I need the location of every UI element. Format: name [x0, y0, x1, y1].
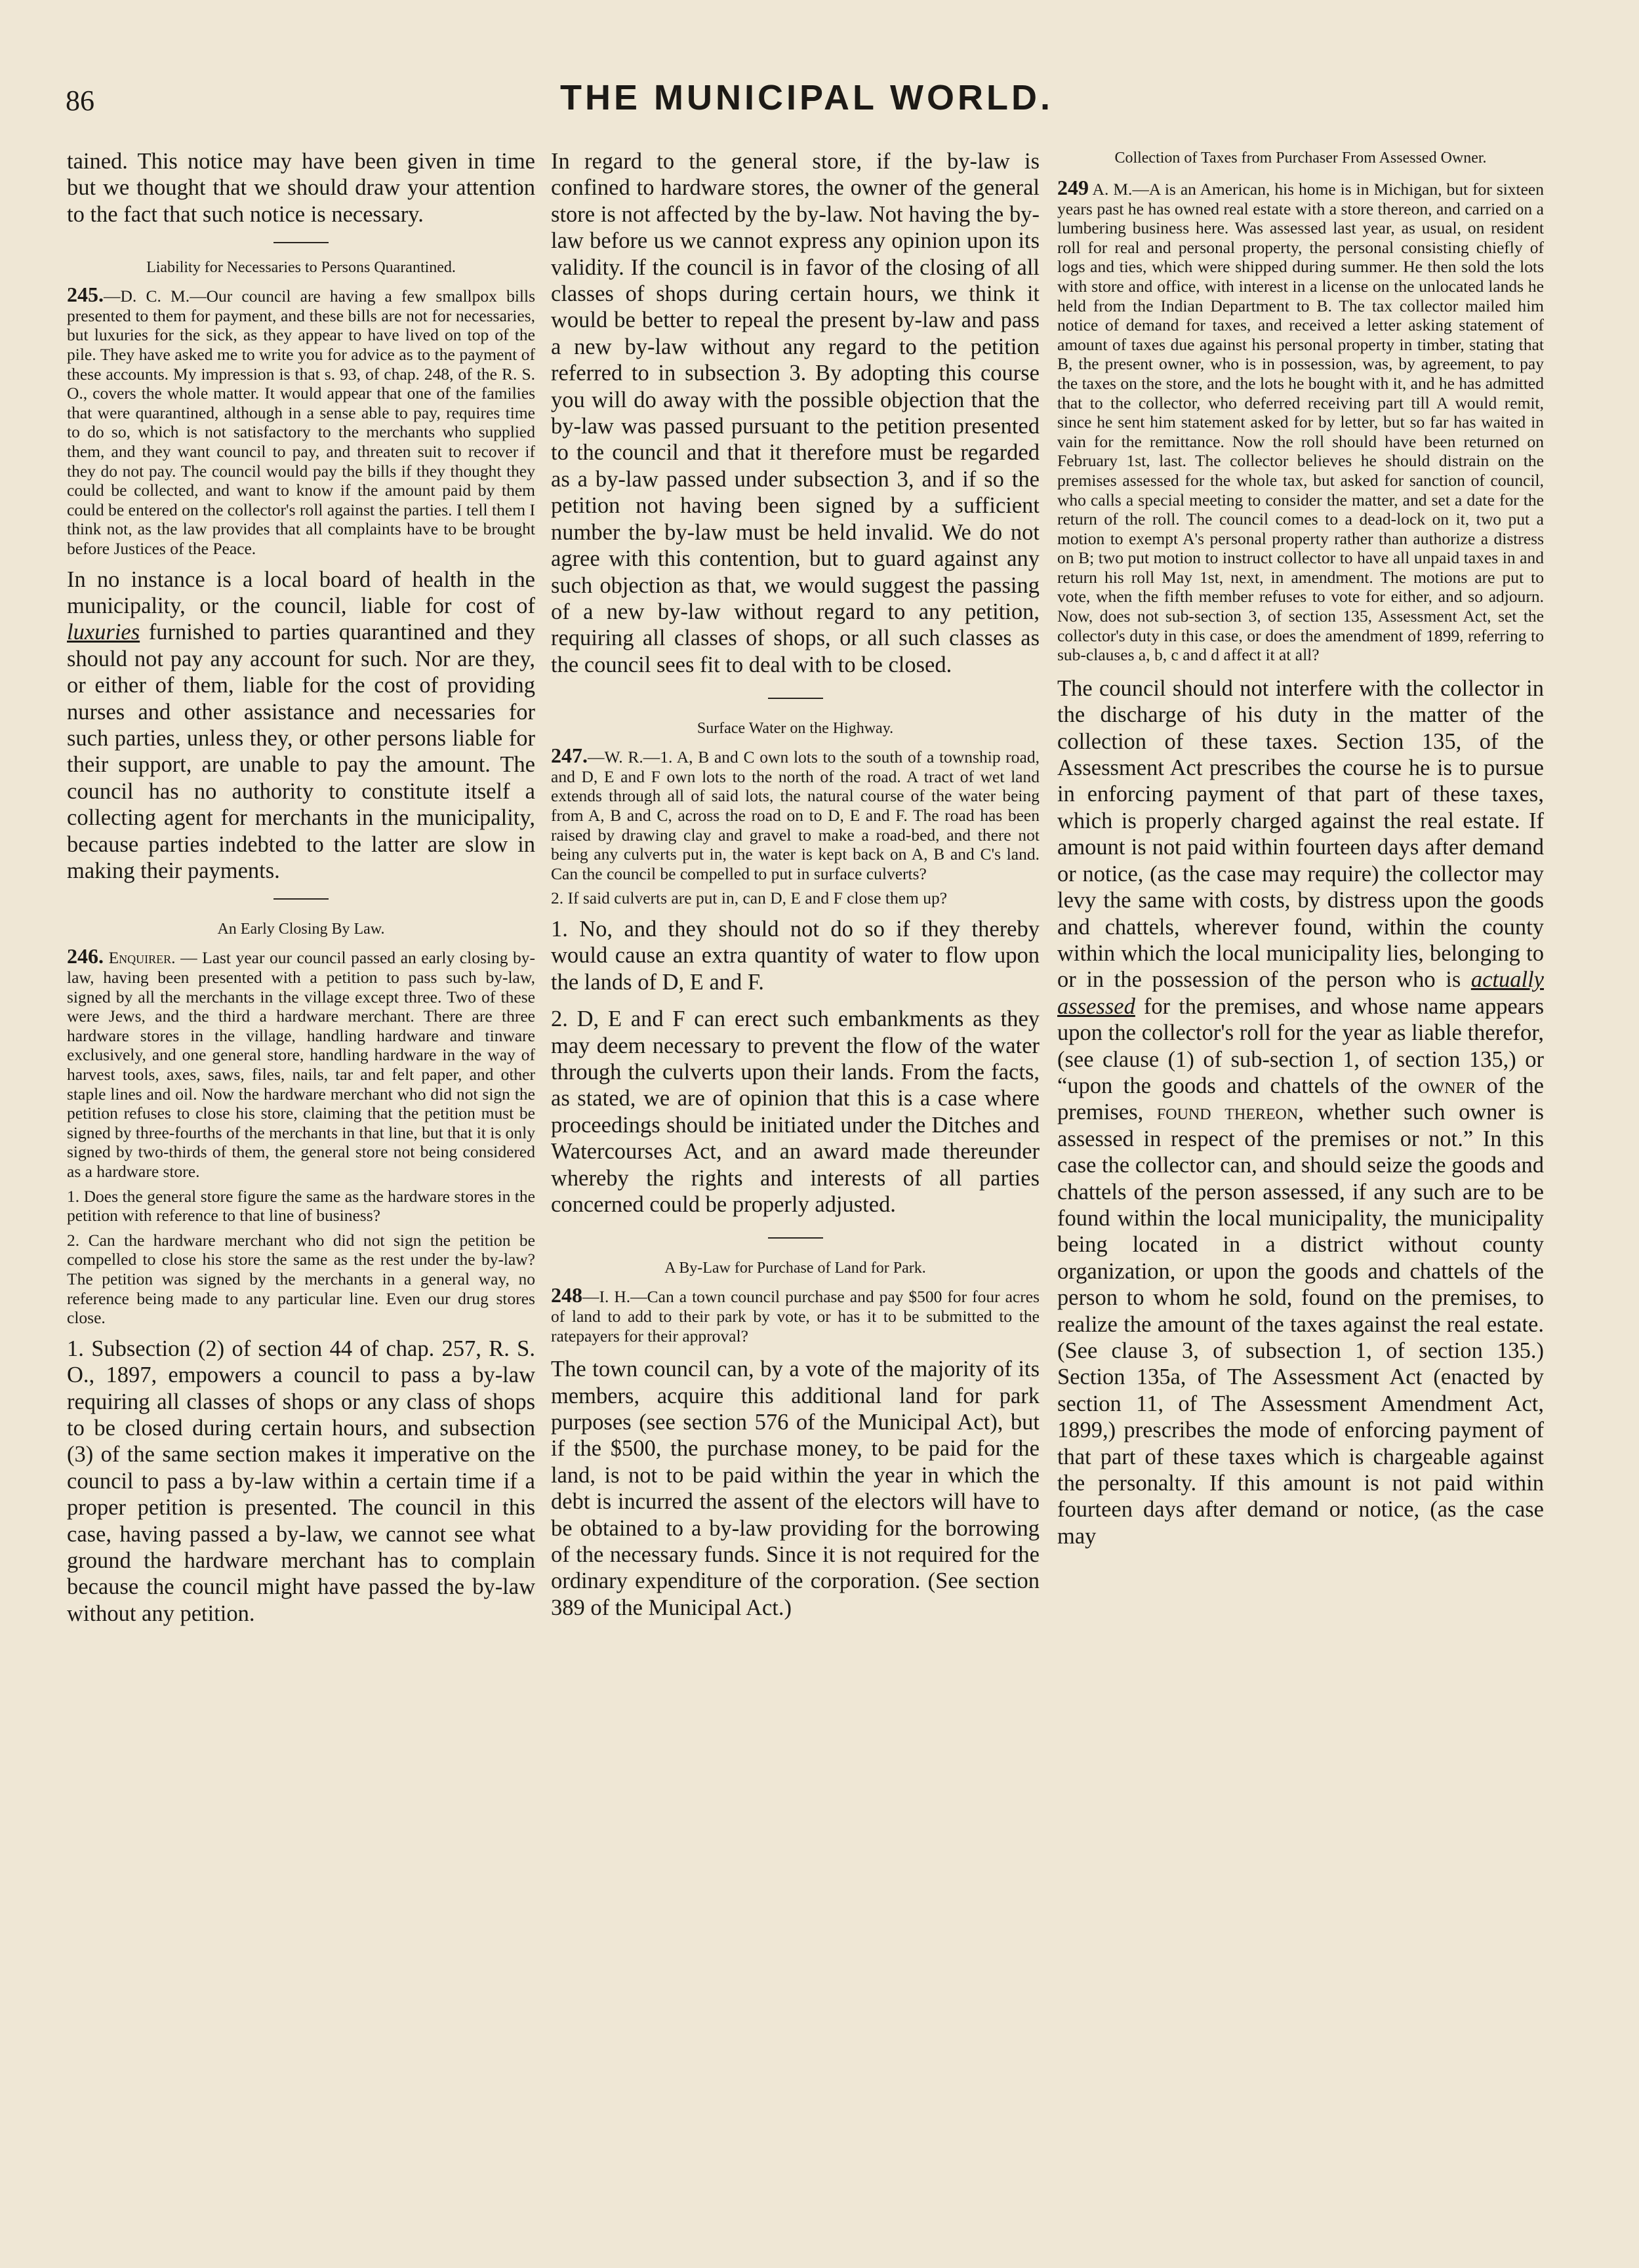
question-246-part-2: 2. Can the hardware merchant who did not sign the petition be compelled to close his store the same as the rest under the by-law? The petition was signed by the merchants in a general way, no reference being made to any particular line. Even our drug stores close.: [67, 1230, 535, 1328]
page-header: [66, 77, 1548, 130]
heading-249: Collection of Taxes from Purchaser From Assessed Owner.: [1114, 149, 1487, 167]
masthead-title: THE MUNICIPAL WORLD.: [560, 78, 1053, 117]
answer-248: The town council can, by a vote of the majority of its members, acquire this additional land for park purposes (see section 576 of the Municipal Act), but if the $500, the purchase money, to be paid for the land, is not to be paid within the year in which the debt is incurred the assent of the electors will have to be obtained to a by-law providing for the borrowing of the necessary funds. Since it is not required for the ordinary expenditure of the corporation. (See section 389 of the Municipal Act.): [551, 1357, 1040, 1620]
question-245: 245.—D. C. M.—Our council are having a few smallpox bills presented to them for payment, and these bills are not for necessaries, but luxuries for the sick, as they appear to have lived on top of the pile. They have asked me to write you for advice as to the payment of these accounts. My impression is that s. 93, of chap. 248, of the R. S. O., covers the whole matter. It would appear that one of the families that were quarantined, although in a sense able to pay, requires time to do so, which is not satisfactory to the merchants who supplied them, and they want council to pay, and threaten suit to recover if they do not pay. The council would pay the bills if they thought they could be collected, and want to know if the amount paid by them could be entered on the collector's roll against the parties. I tell them I think not, as the law provides that all complaints have to be brought before Justices of the Peace.: [67, 283, 535, 558]
question-247: 247.—W. R.—1. A, B and C own lots to the south of a township road, and D, E and F own lots to the north of the road. A tract of wet land extends through all of said lots, the natural course of the water being from A, B and C, across the road on to D, E and F. The road has been raised by drawing clay and gravel to make a road-bed, and there not being any culverts put in, the water is kept back on A, B and C's land. Can the council be compelled to put in surface culverts?: [551, 744, 1040, 883]
question-249: 249 A. M.—A is an American, his home is in Michigan, but for sixteen years past he has owned real estate with a store thereon, and carried on a lumbering business here. Was assessed last year, as usual, on resident roll for real and personal property, the personal consisting chiefly of logs and ties, which were shipped during summer. He then sold the lots with store and office, with interest in a license on the unlocated lands he held from the Indian Department to B. The tax collector mailed him notice of demand for taxes, and received a letter asking statement of amount of taxes due against his personal property in timber, stating that B, the present owner, who is in possession, was, by agreement, to pay the taxes on the store, and the lots he bought with it, and he has admitted that to the collector, who deferred receiving part till A would remit, since he sent him statement asked for by letter, but so far has waited in vain for the remittance. Now the roll should have been returned on February 1st, last. The collector believes he should distrain on the premises assessed for the whole tax, but asked for sanction of council, who calls a special meeting to consider the matter, and set a date for the return of the roll. The council comes to a dead-lock on it, two put a motion to exempt A's personal property rather than authorize a distress on B; two put motion to instruct collector to have all unpaid taxes in and return his roll May 1st, next, in amendment. The motions are put to vote, when the fifth member refuses to vote for either, and so adjourn. Now, does not sub-section 3, of section 135, Assessment Act, set the collector's duty in this case, or does the amendment of 1899, referring to sub-clauses a, b, c and d affect it at all?: [1057, 176, 1544, 665]
page-number: 86: [66, 85, 94, 117]
question-number: 245.: [67, 283, 104, 307]
question-246-part-1: 1. Does the general store figure the same as the hardware stores in the petition with reference to that line of business?: [67, 1186, 535, 1225]
answer-246-part-1: 1. Subsection (2) of section 44 of chap. 257, R. S. O., 1897, empowers a council to pass a by-law requiring all classes of shops or any class of shops to be closed during certain hours, and subsection (3) of the same section makes it imperative on the council to pass a by-law within a certain time if a proper petition is presented. The council in this case, having passed a by-law, we cannot see what ground the hardware merchant has to complain because the council might have passed the by-law without any petition.: [67, 1336, 535, 1626]
answer-246-part-2: In regard to the general store, if the by-law is confined to hardware stores, the owner of the general store is not affected by the by-law. Not having the by-law before us we cannot express any opinion upon its validity. If the council is in favor of the closing of all classes of shops during certain hours, we think it would be better to repeal the present by-law and pass a new by-law without any regard to the petition referred to in subsection 3. By adopting this course you will do away with the possible objection that the by-law was passed pursuant to the petition presented to the council and that it therefore must be regarded as a by-law passed under subsection 3, and if so the petition not having been signed by a sufficient number the by-law must be held invalid. We do not agree with this contention, but to guard against any such objection as that, we would suggest the passing of a new by-law without regard to any petition, requiring all classes of shops, or all such classes as the council sees fit to deal with to be closed.: [551, 149, 1040, 677]
answer-249: The council should not interfere with the collector in the discharge of his duty in the matter of the collection of these taxes. Section 135, of the Assessment Act prescribes the course he is to pursue in enforcing payment of that part of these taxes, which is properly charged against the real estate. If amount is not paid within fourteen days after demand or notice, (as the case may require) the collector may levy the same with costs, by distress upon the goods and chattels, wherever found, within the county within which the local municipality lies, belonging to or in the possession of the person who is actually assessed for the premises, and whose name appears upon the collector's roll for the year as liable therefor, (see clause (1) of sub-section 1, of section 135,) or “upon the goods and chattels of the owner of the premises, found thereon, whether such owner is assessed in respect of the premises or not.” In this case the collector can, and should seize the goods and chattels of the person assessed, if any such are to be found within the local municipality, the municipality being located in a district without county organization, or upon the goods and chattels of the person to whom he sold, found on the premises, to realize the amount of the taxes against the real estate. (See clause 3, of subsection 1, of section 135.) Section 135a, of The Assessment Act (enacted by section 11, of The Assessment Amendment Act, 1899,) prescribes the mode of enforcing payment of that part of these taxes which is chargeable against the personalty. If this amount is not paid within fourteen days after demand or notice, (as the case may: [1057, 675, 1544, 1549]
heading-248: A By-Law for Purchase of Land for Park.: [664, 1260, 926, 1277]
paragraph-continuation: tained. This notice may have been given in time but we thought that we should draw your attention to the fact that such notice is necessary.: [67, 149, 535, 227]
heading-247: Surface Water on the Highway.: [697, 720, 894, 738]
answer-245: In no instance is a local board of health in the municipality, or the council, liable for cost of luxuries furnished to parties quarantined and they should not pay any account for such. Nor are they, or either of them, liable for the cost of providing nurses and other assistance and necessaries for such parties, unless they, or other persons liable for their support, are unable to pay the amount. The council has no authority to constitute itself a collecting agent for merchants in the municipality, because parties indebted to the latter are slow in making their payments.: [67, 567, 535, 883]
answer-247-part-2: 2. D, E and F can erect such embankments as they may deem necessary to prevent the flow of the water through the culverts upon their lands. From the facts, as stated, we are of opinion that this is a case where proceedings should be initiated under the Ditches and Watercourses Act, and an award made thereunder whereby the rights and interests of all parties concerned could be properly adjusted.: [551, 1006, 1040, 1217]
answer-247-part-1: 1. No, and they should not do so if they thereby would cause an extra quantity of water to flow upon the lands of D, E and F.: [551, 916, 1040, 995]
question-246: 246. Enquirer. — Last year our council passed an early closing by-law, having been presented with a petition to pass such by-law, signed by all the merchants in the village except three. Two of these were Jews, and the third a hardware merchant. There are three hardware stores in the village, handling hardware and tinware exclusively, and one general store, handling hardware in the way of harvest tools, axes, saws, files, nails, tar and felt paper, and other staple lines and oil. Now the hardware merchant who did not sign the petition refuses to close his store, claiming that the petition must be signed by three-fourths of the merchants in that line, but that it is only signed by two-thirds of them, the general store not being considered as a hardware store.: [67, 944, 535, 1181]
question-248: 248—I. H.—Can a town council purchase and pay $500 for four acres of land to add to their park by vote, or has it to be submitted to the ratepayers for their approval?: [551, 1283, 1040, 1345]
column-1: [67, 148, 535, 2187]
heading-246: An Early Closing By Law.: [217, 921, 385, 938]
column-2: [551, 148, 1040, 2187]
column-3: [1057, 148, 1544, 2187]
question-247-part-2: 2. If said culverts are put in, can D, E and F close them up?: [551, 888, 948, 908]
heading-245: Liability for Necessaries to Persons Quarantined.: [146, 259, 456, 277]
